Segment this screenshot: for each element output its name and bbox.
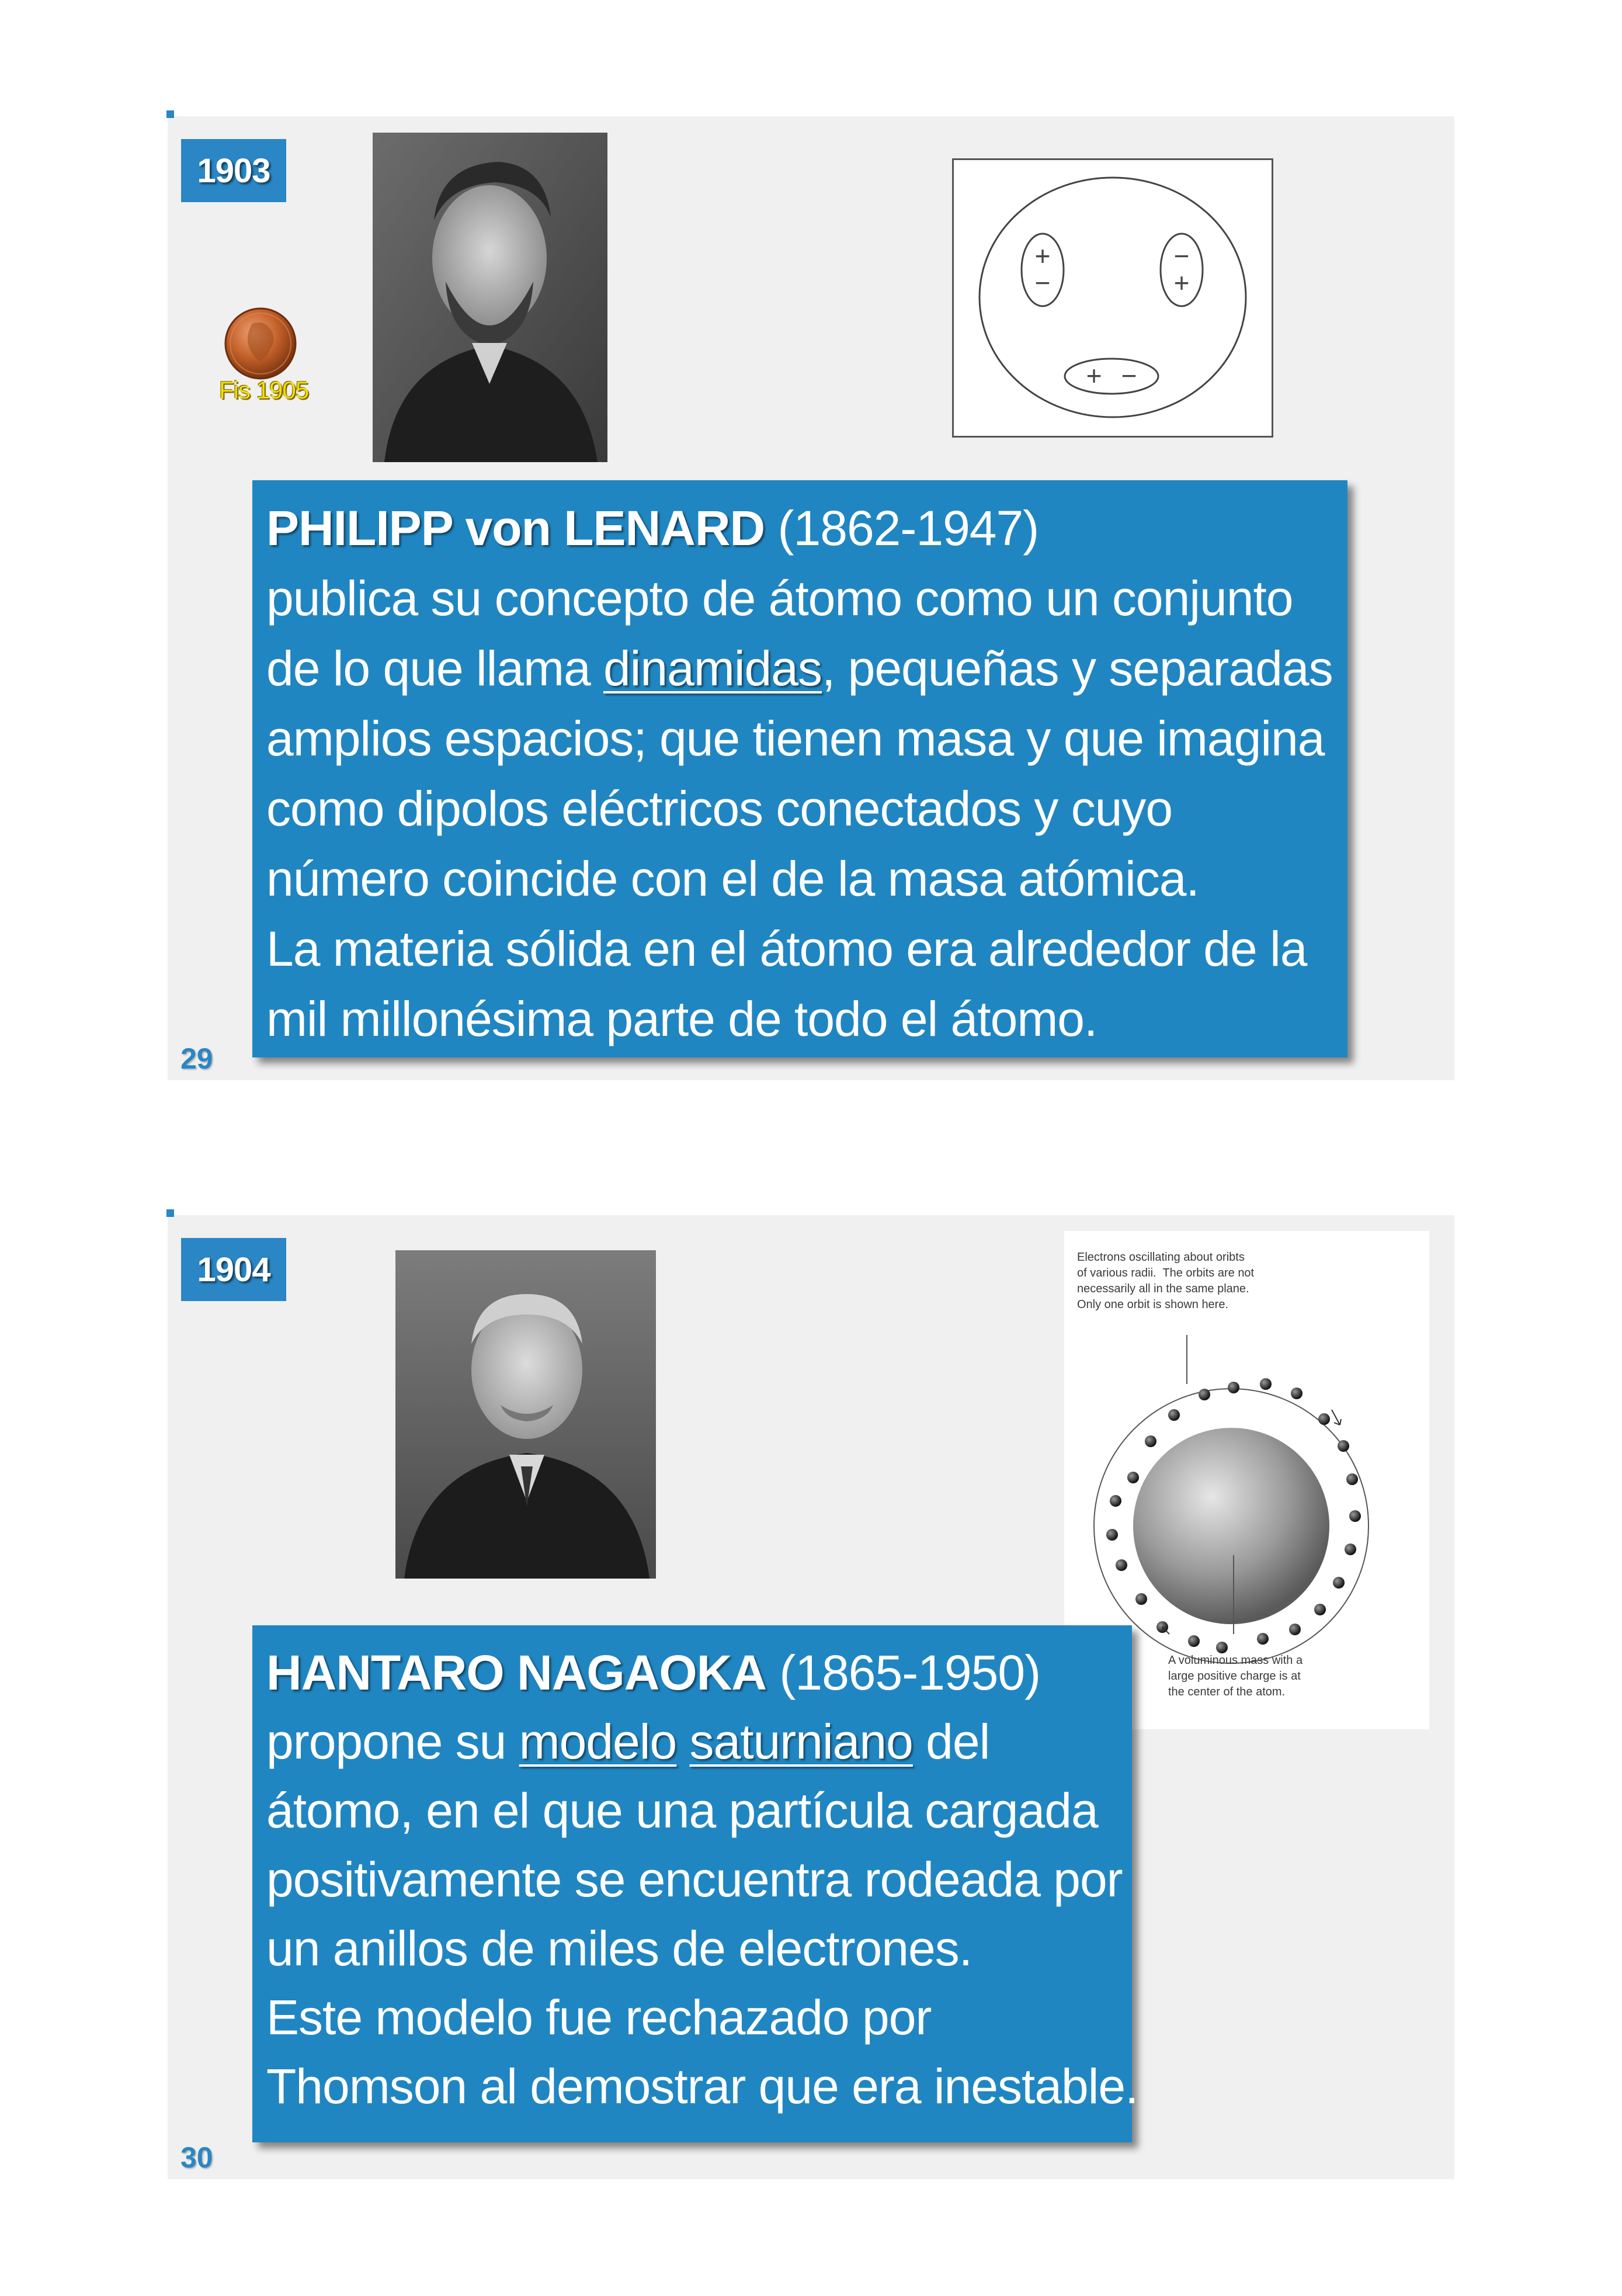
text-line [266,1707,1118,1776]
scientist-name: PHILIPP von LENARD [266,501,765,556]
plus-sign: + [1173,268,1190,298]
plus-sign: + [1086,360,1102,391]
text-line: como dipolos eléctricos conectados y cuyo [266,781,1173,836]
slide-30 [168,1215,1454,2179]
text-fragment: del [912,1714,990,1769]
scientist-name: HANTARO NAGAOKA [266,1645,767,1700]
lifespan: (1865-1950) [766,1645,1041,1700]
lenard-text-box [252,480,1347,1057]
slide-29 [168,116,1454,1080]
underlined-term: dinamidas [603,641,822,696]
text-line: amplios espacios; que tienen masa y que imagina [266,711,1325,766]
text-line [266,493,1333,563]
text-line: mil millonésima parte de todo el átomo. [266,991,1097,1046]
minus-sign: − [1034,268,1051,298]
plus-sign: + [1034,241,1051,271]
text-line: un anillos de miles de electrones. [266,1921,972,1976]
slide-corner-marker [166,110,174,118]
page-number: 30 [180,2141,213,2174]
diagram-bottom-caption: A voluminous mass with a large positive charge is at the center of the atom. [1168,1654,1303,1698]
nagaoka-text-box [252,1625,1138,2142]
minus-sign: − [1173,241,1190,271]
year-badge: 1904 [181,1238,286,1301]
dynamid-atom-diagram [952,158,1273,438]
text-fragment: propone su [266,1714,519,1769]
text-fragment [676,1714,689,1769]
portrait-lenard [373,133,607,462]
text-fragment: de lo que llama [266,641,604,696]
text-line: publica su concepto de átomo como un conjunto [266,571,1293,626]
text-line: Este modelo fue rechazado por [266,1990,932,2045]
text-line: átomo, en el que una partícula cargada [266,1783,1098,1838]
text-line [266,633,1333,703]
page-number: 29 [180,1042,213,1075]
underlined-term: saturniano [689,1714,913,1769]
text-line: número coincide con el de la masa atómica. [266,851,1199,906]
text-line: positivamente se encuentra rodeada por [266,1852,1123,1907]
text-line: Thomson al demostrar que era inestable. [266,2059,1138,2114]
year-badge: 1903 [181,139,286,202]
text-line [266,1638,1118,1707]
portrait-nagaoka [395,1250,656,1579]
nobel-medal-icon [223,306,298,381]
medal-label: Fis 1905 [219,376,309,404]
minus-sign: − [1121,360,1137,391]
lifespan: (1862-1947) [765,501,1039,556]
diagram-top-caption: Electrons oscillating about oribts of various radii. The orbits are not necessarily all in the same plane. Only one orbit is shown here. [1077,1251,1255,1311]
text-line: La materia sólida en el átomo era alrededor de la [266,921,1307,976]
underlined-term: modelo [519,1714,677,1769]
text-fragment: , pequeñas y separadas [821,641,1333,696]
slide-corner-marker [166,1209,174,1217]
